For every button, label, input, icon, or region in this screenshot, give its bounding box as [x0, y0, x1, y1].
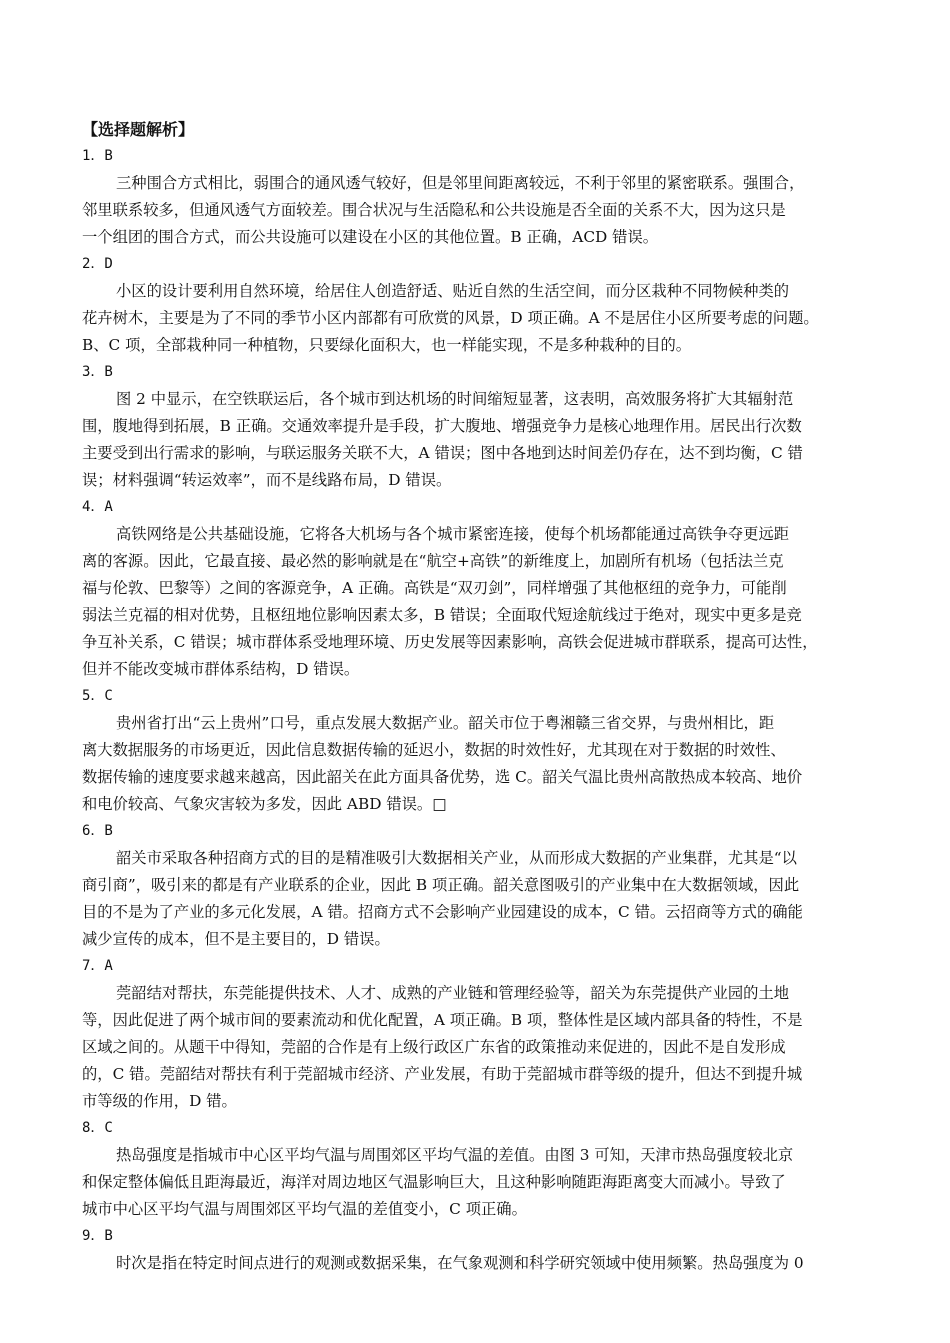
answer-number: 2．D [82, 256, 113, 272]
answer-number: 6．B [82, 823, 113, 839]
explanation-paragraph [82, 278, 870, 359]
answer-number: 8．C [82, 1120, 113, 1136]
explanation-line: 三种围合方式相比，弱围合的通风透气较好，但是邻里间距离较远，不利于邻里的紧密联系。强围合， [116, 174, 805, 192]
explanation-line: 区域之间的。从题干中得知，莞韶的合作是有上级行政区广东省的政策推动来促进的，因此不是自发形成 [82, 1038, 786, 1056]
answer-number: 1．B [82, 148, 113, 164]
explanation-paragraph [82, 1142, 870, 1223]
explanation-line: 贵州省打出“云上贵州”口号，重点发展大数据产业。韶关市位于粤湘赣三省交界，与贵州相比，距 [116, 714, 775, 732]
explanation-line: 离大数据服务的市场更近，因此信息数据传输的延迟小，数据的时效性好，尤其现在对于数据的时效性、 [82, 741, 786, 759]
explanation-line: 市等级的作用，D 错。 [82, 1092, 237, 1110]
explanation-line: 的，C 错。莞韶结对帮扶有利于莞韶城市经济、产业发展，有助于莞韶城市群等级的提升，但达不到提升城 [82, 1065, 803, 1083]
document-page [82, 116, 870, 1277]
explanation-line: 但并不能改变城市群体系结构，D 错误。 [82, 660, 360, 678]
explanation-line: 围，腹地得到拓展，B 正确。交通效率提升是手段，扩大腹地、增强竞争力是核心地理作用。居民出行次数 [82, 417, 802, 435]
answer-number: 4．A [82, 499, 113, 515]
explanation-line: 莞韶结对帮扶，东莞能提供技术、人才、成熟的产业链和管理经验等，韶关为东莞提供产业园的土地 [116, 984, 790, 1002]
explanation-paragraph [82, 1250, 870, 1277]
explanation-line: 商引商”，吸引来的都是有产业联系的企业，因此 B 项正确。韶关意图吸引的产业集中在大数据领域，因此 [82, 876, 800, 894]
answer-number: 5．C [82, 688, 113, 704]
answer-number: 9．B [82, 1228, 113, 1244]
explanation-line: 高铁网络是公共基础设施，它将各大机场与各个城市紧密连接，使每个机场都能通过高铁争夺更远距 [116, 525, 790, 543]
explanation-line: 花卉树木，主要是为了不同的季节小区内部都有可欣赏的风景，D 项正确。A 不是居住小区所要考虑的问题。 [82, 309, 819, 327]
explanation-line: 和保定整体偏低且距海最近，海洋对周边地区气温影响巨大，且这种影响随距海距离变大而减小。导致了 [82, 1173, 786, 1191]
explanation-line: 弱法兰克福的相对优势，且枢纽地位影响因素太多，B 错误；全面取代短途航线过于绝对，现实中更多是竞 [82, 606, 802, 624]
explanation-paragraph [82, 521, 870, 683]
explanation-line: 减少宣传的成本，但不是主要目的，D 错误。 [82, 930, 390, 948]
explanation-paragraph [82, 386, 870, 494]
explanation-line: 时次是指在特定时间点进行的观测或数据采集，在气象观测和科学研究领域中使用频繁。热岛强度为 0 [116, 1254, 804, 1272]
explanation-line: 小区的设计要利用自然环境，给居住人创造舒适、贴近自然的生活空间，而分区栽种不同物候种类的 [116, 282, 790, 300]
explanation-line: 目的不是为了产业的多元化发展，A 错。招商方式不会影响产业园建设的成本，C 错。云招商等方式的确能 [82, 903, 803, 921]
answer-list [82, 143, 870, 1277]
explanation-line: 主要受到出行需求的影响，与联运服务关联不大，A 错误；图中各地到达时间差仍存在，达不到均衡，C 错 [82, 444, 803, 462]
explanation-line: 图 2 中显示，在空铁联运后，各个城市到达机场的时间缩短显著，这表明，高效服务将扩大其辐射范 [116, 390, 794, 408]
explanation-line: 福与伦敦、巴黎等）之间的客源竞争，A 正确。高铁是“双刃剑”，同样增强了其他枢纽的竞争力，可能削 [82, 579, 787, 597]
answer-number: 7．A [82, 958, 113, 974]
explanation-line: 邻里联系较多，但通风透气方面较差。围合状况与生活隐私和公共设施是否全面的关系不大，因为这只是 [82, 201, 786, 219]
explanation-line: 误；材料强调“转运效率”，而不是线路布局，D 错误。 [82, 471, 452, 489]
answer-number: 3．B [82, 364, 113, 380]
explanation-line: 一个组团的围合方式，而公共设施可以建设在小区的其他位置。B 正确，ACD 错误。 [82, 228, 659, 246]
explanation-line: 和电价较高、气象灾害较为多发，因此 ABD 错误。□ [82, 795, 447, 813]
explanation-paragraph [82, 170, 870, 251]
explanation-line: 城市中心区平均气温与周围郊区平均气温的差值变小，C 项正确。 [82, 1200, 527, 1218]
explanation-line: 离的客源。因此，它最直接、最必然的影响就是在“航空+高铁”的新维度上，加剧所有机场（包括法兰克 [82, 552, 784, 570]
section-heading: 【选择题解析】 [82, 120, 195, 139]
explanation-paragraph [82, 845, 870, 953]
explanation-line: 争互补关系，C 错误；城市群体系受地理环境、历史发展等因素影响，高铁会促进城市群联系，提高可达性， [82, 633, 818, 651]
explanation-line: 韶关市采取各种招商方式的目的是精准吸引大数据相关产业，从而形成大数据的产业集群，尤其是“以 [116, 849, 797, 867]
explanation-paragraph [82, 710, 870, 818]
explanation-line: 等，因此促进了两个城市间的要素流动和优化配置，A 项正确。B 项，整体性是区域内部具备的特性，不是 [82, 1011, 803, 1029]
explanation-line: 数据传输的速度要求越来越高，因此韶关在此方面具备优势，选 C。韶关气温比贵州高散热成本较高、地价 [82, 768, 803, 786]
explanation-line: B、C 项，全部栽种同一种植物，只要绿化面积大，也一样能实现，不是多种栽种的目的。 [82, 336, 692, 354]
explanation-line: 热岛强度是指城市中心区平均气温与周围郊区平均气温的差值。由图 3 可知，天津市热岛强度较北京 [116, 1146, 794, 1164]
explanation-paragraph [82, 980, 870, 1115]
